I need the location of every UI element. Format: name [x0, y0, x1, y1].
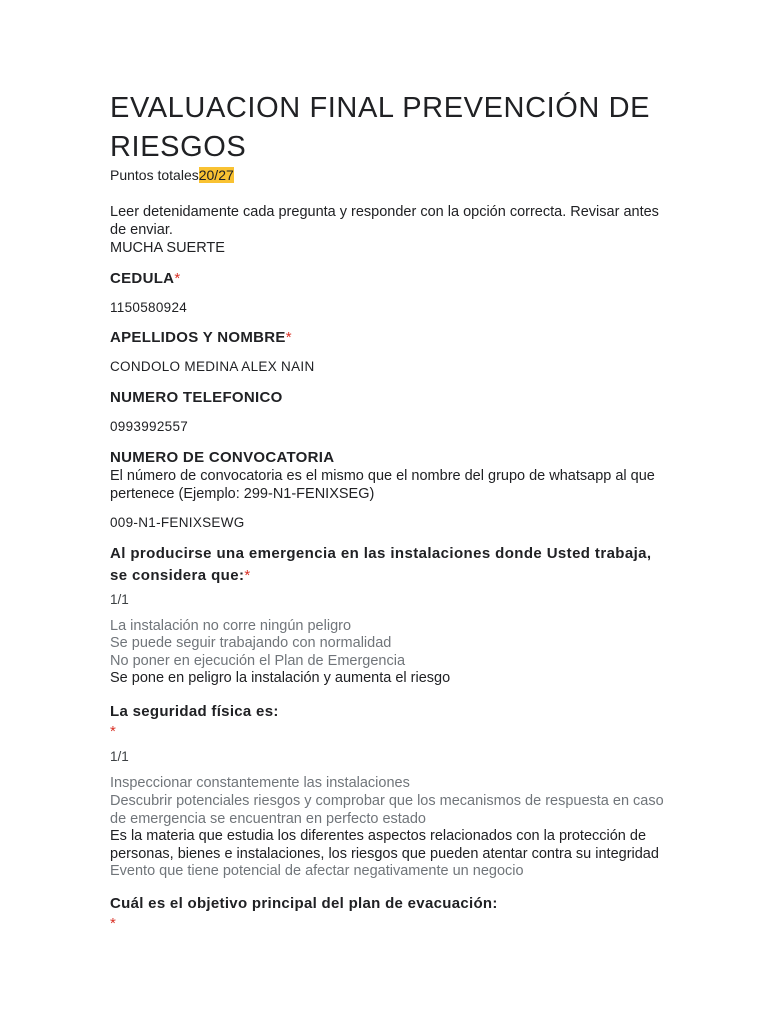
field-title-cedula — [110, 269, 180, 289]
field-title-nombre — [110, 328, 292, 348]
question-1-score: 1/1 — [110, 592, 129, 607]
answer-convocatoria: 009-N1-FENIXSEWG — [110, 515, 245, 530]
question-2-option-1: Inspeccionar constantemente las instalaciones — [110, 775, 410, 791]
question-2-option-2: Descubrir potenciales riesgos y comprobar que los mecanismos de respuesta en caso de emergencia se encuentran en perfecto estado — [110, 793, 664, 827]
question-2-title — [110, 702, 279, 722]
field-help-convocatoria: El número de convocatoria es el mismo que el nombre del grupo de whatsapp al que pertenece (Ejemplo: 299-N1-FENIXSEG) — [110, 468, 655, 502]
total-points-label: Puntos totales — [110, 167, 199, 183]
required-mark: * — [244, 567, 251, 584]
form-title: EVALUACION FINAL PREVENCIÓN DE RIESGOS — [110, 92, 651, 163]
answer-cedula: 1150580924 — [110, 300, 188, 315]
required-mark: * — [110, 723, 116, 740]
question-1-option-1: La instalación no corre ningún peligro — [110, 618, 352, 634]
required-mark: * — [174, 270, 181, 287]
field-title-convocatoria — [110, 448, 334, 468]
field-label-nombre: APELLIDOS Y NOMBRE — [110, 329, 286, 346]
required-mark: * — [285, 329, 292, 346]
field-title-telefono — [110, 388, 283, 408]
form-description-closing: MUCHA SUERTE — [110, 240, 225, 256]
total-points — [110, 166, 234, 184]
form-description: Leer detenidamente cada pregunta y responder con la opción correcta. Revisar antes de enviar. — [110, 204, 659, 238]
question-1-text: Al producirse una emergencia en las instalaciones donde Usted trabaja, se considera que: — [110, 545, 652, 584]
answer-nombre: CONDOLO MEDINA ALEX NAIN — [110, 359, 315, 374]
question-1-option-3: No poner en ejecución el Plan de Emergencia — [110, 653, 406, 669]
question-3-text: Cuál es el objetivo principal del plan de evacuación: — [110, 895, 498, 912]
question-2-option-4: Evento que tiene potencial de afectar negativamente un negocio — [110, 863, 524, 879]
question-2-option-3-selected: Es la materia que estudia los diferentes aspectos relacionados con la protección de personas, bienes e instalaciones, los riesgos que pueden atentar contra su integridad — [110, 828, 659, 862]
question-1-option-2: Se puede seguir trabajando con normalidad — [110, 635, 392, 651]
answer-telefono: 0993992557 — [110, 419, 189, 434]
question-1-option-4-selected: Se pone en peligro la instalación y aumenta el riesgo — [110, 670, 451, 686]
required-mark: * — [110, 915, 116, 932]
field-label-convocatoria: NUMERO DE CONVOCATORIA — [110, 449, 335, 466]
question-3-title — [110, 894, 498, 914]
field-label-telefono: NUMERO TELEFONICO — [110, 389, 283, 406]
question-2-text: La seguridad física es: — [110, 703, 279, 720]
question-2-score: 1/1 — [110, 749, 129, 764]
question-1-title — [110, 543, 670, 587]
total-points-value: 20/27 — [198, 167, 234, 183]
field-label-cedula: CEDULA — [110, 270, 175, 287]
